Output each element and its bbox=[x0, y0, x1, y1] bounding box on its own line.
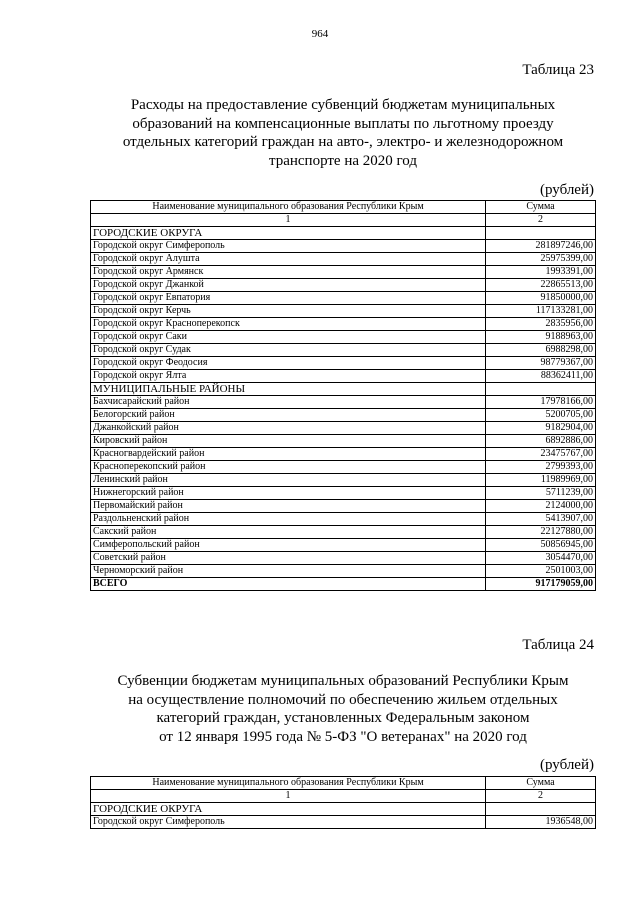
row-name: Ленинский район bbox=[91, 474, 486, 487]
row-name: Нижнегорский район bbox=[91, 487, 486, 500]
table-23 bbox=[90, 200, 596, 591]
table-row bbox=[91, 474, 596, 487]
table-row bbox=[91, 409, 596, 422]
row-sum: 2835956,00 bbox=[486, 318, 596, 331]
row-name: ГОРОДСКИЕ ОКРУГА bbox=[91, 803, 486, 816]
row-name: Красногвардейский район bbox=[91, 448, 486, 461]
table-row bbox=[91, 816, 596, 829]
row-sum: 25975399,00 bbox=[486, 253, 596, 266]
row-name: Городской округ Ялта bbox=[91, 370, 486, 383]
table-row bbox=[91, 344, 596, 357]
row-name: Городской округ Симферополь bbox=[91, 240, 486, 253]
row-sum: 5200705,00 bbox=[486, 409, 596, 422]
row-sum: 6892886,00 bbox=[486, 435, 596, 448]
page-number: 964 bbox=[311, 28, 329, 40]
header-sum: Сумма bbox=[486, 201, 596, 214]
row-sum: 5711239,00 bbox=[486, 487, 596, 500]
table-24-title bbox=[88, 672, 598, 746]
title-line: Субвенции бюджетам муниципальных образований Республики Крым bbox=[117, 673, 569, 689]
table-row bbox=[91, 448, 596, 461]
column-number-2: 2 bbox=[486, 214, 596, 227]
table-row bbox=[91, 292, 596, 305]
table-row bbox=[91, 513, 596, 526]
table-row bbox=[91, 552, 596, 565]
table-row bbox=[91, 240, 596, 253]
header-row bbox=[91, 777, 596, 790]
column-number-row bbox=[91, 214, 596, 227]
row-name: Городской округ Судак bbox=[91, 344, 486, 357]
row-sum: 11989969,00 bbox=[486, 474, 596, 487]
row-name: Городской округ Феодосия bbox=[91, 357, 486, 370]
row-sum bbox=[486, 383, 596, 396]
table-row bbox=[91, 305, 596, 318]
row-sum: 9182904,00 bbox=[486, 422, 596, 435]
title-line: образований на компенсационные выплаты по льготному проезду bbox=[132, 115, 554, 132]
table-23-units: (рублей) bbox=[539, 182, 594, 198]
row-name: Городской округ Красноперекопск bbox=[91, 318, 486, 331]
title-line: на осуществление полномочий по обеспечению жильем отдельных bbox=[128, 691, 558, 708]
row-sum: 1993391,00 bbox=[486, 266, 596, 279]
row-sum: 2799393,00 bbox=[486, 461, 596, 474]
header-sum: Сумма bbox=[486, 777, 596, 790]
row-name: Городской округ Алушта bbox=[91, 253, 486, 266]
row-sum bbox=[486, 803, 596, 816]
row-sum: 23475767,00 bbox=[486, 448, 596, 461]
row-sum: 281897246,00 bbox=[486, 240, 596, 253]
row-name: Первомайский район bbox=[91, 500, 486, 513]
table-row bbox=[91, 266, 596, 279]
row-name: Городской округ Симферополь bbox=[91, 816, 486, 829]
row-name: ВСЕГО bbox=[91, 578, 486, 591]
column-number-2: 2 bbox=[486, 790, 596, 803]
row-name: МУНИЦИПАЛЬНЫЕ РАЙОНЫ bbox=[91, 383, 486, 396]
row-sum: 17978166,00 bbox=[486, 396, 596, 409]
title-line: Расходы на предоставление субвенций бюджетам муниципальных bbox=[130, 97, 556, 113]
section-row bbox=[91, 227, 596, 240]
table-row bbox=[91, 526, 596, 539]
row-name: Городской округ Армянск bbox=[91, 266, 486, 279]
table-24-units: (рублей) bbox=[539, 757, 594, 773]
table-row bbox=[91, 318, 596, 331]
row-sum: 2501003,00 bbox=[486, 565, 596, 578]
header-row bbox=[91, 201, 596, 214]
table-row bbox=[91, 253, 596, 266]
row-name: Городской округ Керчь bbox=[91, 305, 486, 318]
title-line: отдельных категорий граждан на авто-, электро- и железнодорожном bbox=[122, 134, 564, 150]
row-name: Белогорский район bbox=[91, 409, 486, 422]
table-23-title bbox=[88, 96, 598, 170]
row-name: Джанкойский район bbox=[91, 422, 486, 435]
table-row bbox=[91, 461, 596, 474]
row-name: Городской округ Джанкой bbox=[91, 279, 486, 292]
column-number-1: 1 bbox=[91, 790, 486, 803]
row-sum: 91850000,00 bbox=[486, 292, 596, 305]
row-sum: 88362411,00 bbox=[486, 370, 596, 383]
row-name: ГОРОДСКИЕ ОКРУГА bbox=[91, 227, 486, 240]
column-number-row bbox=[91, 790, 596, 803]
table-row bbox=[91, 500, 596, 513]
table-23-label: Таблица 23 bbox=[522, 62, 594, 78]
section-row bbox=[91, 803, 596, 816]
table-24 bbox=[90, 776, 596, 829]
total-row bbox=[91, 578, 596, 591]
table-row bbox=[91, 396, 596, 409]
table-row bbox=[91, 279, 596, 292]
row-name: Симферопольский район bbox=[91, 539, 486, 552]
row-name: Городской округ Евпатория bbox=[91, 292, 486, 305]
row-sum: 1936548,00 bbox=[486, 816, 596, 829]
header-name: Наименование муниципального образования Республики Крым bbox=[91, 201, 486, 214]
title-line: категорий граждан, установленных Федеральным законом bbox=[156, 710, 530, 726]
row-sum: 6988298,00 bbox=[486, 344, 596, 357]
row-sum: 50856945,00 bbox=[486, 539, 596, 552]
row-name: Бахчисарайский район bbox=[91, 396, 486, 409]
header-name: Наименование муниципального образования Республики Крым bbox=[91, 777, 486, 790]
table-24-label: Таблица 24 bbox=[522, 637, 594, 653]
row-name: Городской округ Саки bbox=[91, 331, 486, 344]
row-sum: 5413907,00 bbox=[486, 513, 596, 526]
table-row bbox=[91, 565, 596, 578]
table-row bbox=[91, 487, 596, 500]
row-sum: 22865513,00 bbox=[486, 279, 596, 292]
table-row bbox=[91, 435, 596, 448]
section-row bbox=[91, 383, 596, 396]
table-row bbox=[91, 422, 596, 435]
row-sum: 22127880,00 bbox=[486, 526, 596, 539]
row-name: Советский район bbox=[91, 552, 486, 565]
row-name: Раздольненский район bbox=[91, 513, 486, 526]
row-sum: 3054470,00 bbox=[486, 552, 596, 565]
row-sum bbox=[486, 227, 596, 240]
row-name: Красноперекопский район bbox=[91, 461, 486, 474]
row-name: Кировский район bbox=[91, 435, 486, 448]
column-number-1: 1 bbox=[91, 214, 486, 227]
row-sum: 917179059,00 bbox=[486, 578, 596, 591]
row-sum: 2124000,00 bbox=[486, 500, 596, 513]
table-row bbox=[91, 357, 596, 370]
row-sum: 98779367,00 bbox=[486, 357, 596, 370]
row-name: Сакский район bbox=[91, 526, 486, 539]
row-sum: 117133281,00 bbox=[486, 305, 596, 318]
table-row bbox=[91, 370, 596, 383]
row-name: Черноморский район bbox=[91, 565, 486, 578]
row-sum: 9188963,00 bbox=[486, 331, 596, 344]
table-row bbox=[91, 331, 596, 344]
title-line: от 12 января 1995 года № 5-ФЗ "О ветеранах" на 2020 год bbox=[159, 728, 527, 745]
title-line: транспорте на 2020 год bbox=[268, 152, 418, 169]
table-row bbox=[91, 539, 596, 552]
